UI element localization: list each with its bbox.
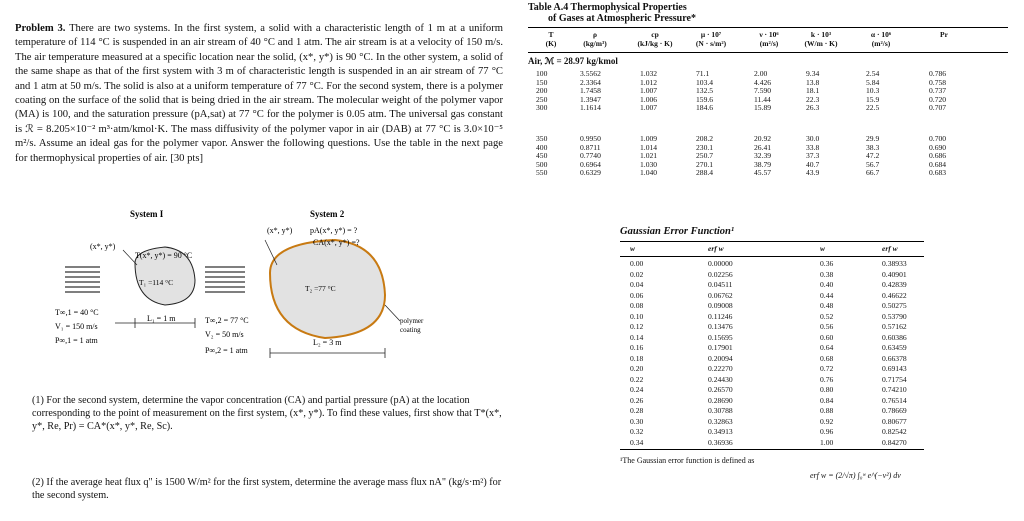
table-a4-cell: 32.39 bbox=[754, 151, 772, 161]
table-a4-cell: 29.9 bbox=[866, 134, 880, 143]
table-a4-cell: 0.684 bbox=[929, 159, 947, 169]
table-a4-cell: 270.1 bbox=[696, 159, 714, 169]
table-a4-cell: 15.9 bbox=[866, 94, 880, 104]
problem-heading: Problem 3. bbox=[15, 23, 66, 34]
problem-text: There are two systems. In the first system, a solid with a characteristic length of 1 m at a uniform temperature of 114 °C is suspended in an air stream of 40 °C and 1 atm. The air stream is at a velocity of 150 m/s. The air temperature measured at a specific location near the solid, (x*, y*) is 90 °C. In the other system, a solid of the same shape as that of the first system with 3 m of characteristic length is suspended in an air stream of 77 °C and 1 atm at 50 m/s. The solid is also at a uniform temperature of 77 °C. For the second system, there is a polymer coating on the surface of the solid that is being dried in the air stream. The molecular weight of the polymer vapor (MA) is 100, and the saturation pressure (pA,sat) at 77 °C for the polymer is 0.05 atm. The universal gas constant is ℛ = 8.205×10⁻² m³·atm/kmol·K. The mass diffusivity of the polymer vapor in air (DAB) at 77 °C is 3.0×10⁻⁵ m²/s. Assume an ideal gas for the polymer vapor. Answer the following questions. Use the table in the next page for thermophysical properties of air. [30 pts] bbox=[15, 23, 503, 164]
table-a4-body bbox=[528, 67, 1008, 191]
gaussian-cell: 0.06 bbox=[630, 290, 644, 300]
table-a4-cell: 4.426 bbox=[754, 77, 772, 87]
table-a4-cell: 1.007 bbox=[640, 86, 658, 96]
gaussian-cell: 0.48 bbox=[820, 301, 834, 310]
table-a4-cell: 0.9950 bbox=[580, 134, 601, 143]
gaussian-cell: 0.11246 bbox=[708, 311, 733, 321]
gaussian-cell: 0.96 bbox=[820, 427, 834, 436]
gaussian-cell: 0.26570 bbox=[708, 385, 733, 394]
gaussian-cell: 0.80677 bbox=[882, 416, 907, 426]
system2-ca-label: CA(x*, y*) =? bbox=[313, 238, 360, 247]
table-a4-header-cell: T (K) bbox=[545, 30, 557, 48]
table-a4-cell: 38.3 bbox=[866, 142, 880, 152]
table-a4-cell: 1.040 bbox=[640, 168, 658, 178]
table-a4-title-2: of Gases at Atmospheric Pressure* bbox=[548, 13, 696, 24]
system2-air-vel: V₂ = 50 m/s bbox=[205, 330, 244, 339]
gaussian-cell: 0.92 bbox=[820, 416, 834, 426]
gaussian-footnote: ¹The Gaussian error function is defined as bbox=[620, 456, 755, 465]
system1-length: L₁ = 1 m bbox=[147, 314, 176, 323]
table-a4-cell: 1.012 bbox=[640, 77, 658, 87]
gaussian-cell: 0.09008 bbox=[708, 301, 733, 310]
system2-title: System 2 bbox=[310, 209, 345, 219]
table-a4-cell: 103.4 bbox=[696, 77, 714, 87]
gaussian-cell: 0.12 bbox=[630, 322, 644, 331]
table-a4-cell: 71.1 bbox=[696, 69, 710, 78]
table-a4-cell: 33.8 bbox=[806, 142, 820, 152]
gaussian-cell: 0.26 bbox=[630, 395, 644, 405]
system1-air-p: P∞,1 = 1 atm bbox=[55, 336, 98, 345]
table-a4-cell: 2.3364 bbox=[580, 77, 601, 87]
gaussian-cell: 0.68 bbox=[820, 353, 834, 363]
gaussian-cell: 0.13476 bbox=[708, 322, 733, 331]
system2-length: L₂ = 3 m bbox=[313, 338, 342, 347]
gaussian-cell: 0.38 bbox=[820, 269, 834, 279]
gaussian-cell: 0.44 bbox=[820, 290, 834, 300]
table-a4-cell: 0.707 bbox=[929, 103, 947, 113]
gaussian-cell: 0.24 bbox=[630, 385, 644, 394]
question-2: (2) If the average heat flux q" is 1500 W/m² for the first system, determine the average mass flux nA" (kg/s·m²) for the second system. bbox=[32, 477, 502, 501]
gaussian-cell: 0.60 bbox=[820, 332, 834, 342]
table-a4-cell: 43.9 bbox=[806, 168, 820, 178]
gaussian-cell: 0.40 bbox=[820, 280, 834, 289]
gaussian-cell: 0.22270 bbox=[708, 364, 733, 373]
table-a4-cell: 1.1614 bbox=[580, 103, 601, 113]
table-a4-cell: 200 bbox=[536, 86, 548, 96]
gaussian-cell: 0.02 bbox=[630, 269, 644, 279]
table-a4-cell: 208.2 bbox=[696, 134, 714, 143]
gaussian-cell: 0.08 bbox=[630, 301, 644, 310]
gaussian-cell: 0.78669 bbox=[882, 406, 907, 415]
gaussian-cell: 0.34913 bbox=[708, 427, 733, 436]
gaussian-cell: 0.46622 bbox=[882, 290, 907, 300]
table-a4-cell: 7.590 bbox=[754, 86, 772, 96]
gaussian-cell: 0.30 bbox=[630, 416, 644, 426]
table-a4-cell: 2.54 bbox=[866, 69, 880, 78]
table-a4-cell: 13.8 bbox=[806, 77, 820, 87]
gaussian-cell: 0.88 bbox=[820, 406, 834, 415]
table-a4-cell: 288.4 bbox=[696, 168, 714, 178]
gaussian-cell: 0.20094 bbox=[708, 353, 733, 363]
gaussian-cell: 0.42839 bbox=[882, 280, 907, 289]
gaussian-header-cell: erf w bbox=[708, 244, 724, 253]
table-a4-cell: 1.014 bbox=[640, 142, 658, 152]
gaussian-cell: 0.57162 bbox=[882, 322, 907, 331]
table-a4-cell: 400 bbox=[536, 142, 548, 152]
table-a4-cell: 15.89 bbox=[754, 103, 772, 113]
gaussian-title: Gaussian Error Function¹ bbox=[620, 226, 735, 237]
table-a4-cell: 250.7 bbox=[696, 151, 714, 161]
gaussian-cell: 0.20 bbox=[630, 364, 644, 373]
gaussian-cell: 0.63459 bbox=[882, 343, 907, 352]
table-a4-cell: 1.021 bbox=[640, 151, 658, 161]
gaussian-cell: 0.15695 bbox=[708, 332, 733, 342]
gaussian-cell: 0.30788 bbox=[708, 406, 733, 415]
gaussian-body bbox=[620, 257, 924, 449]
gaussian-cell: 0.32863 bbox=[708, 416, 733, 426]
gaussian-cell: 0.80 bbox=[820, 385, 834, 394]
table-a4-cell: 22.3 bbox=[806, 94, 820, 104]
gaussian-cell: 0.28 bbox=[630, 406, 644, 415]
table-a4-cell: 550 bbox=[536, 168, 548, 178]
gaussian-cell: 0.64 bbox=[820, 343, 834, 352]
table-a4-cell: 3.5562 bbox=[580, 69, 601, 78]
table-a4-header-cell: μ · 10⁷ (N · s/m²) bbox=[695, 30, 727, 48]
gaussian-cell: 0.34 bbox=[630, 437, 644, 447]
table-a4-cell: 30.0 bbox=[806, 134, 820, 143]
table-a4-cell: 0.690 bbox=[929, 142, 947, 152]
table-a4-cell: 2.00 bbox=[754, 69, 768, 78]
system1-solid-temp: T₁ =114 °C bbox=[139, 278, 174, 287]
table-a4-cell: 132.5 bbox=[696, 86, 714, 96]
table-a4-header-cell: α · 10⁶ (m²/s) bbox=[870, 30, 892, 48]
table-a4-cell: 100 bbox=[536, 69, 548, 78]
table-a4-cell: 0.737 bbox=[929, 86, 947, 96]
gaussian-cell: 0.52 bbox=[820, 311, 834, 321]
table-a4-cell: 0.6964 bbox=[580, 159, 601, 169]
gaussian-cell: 0.84 bbox=[820, 395, 834, 405]
gaussian-cell: 0.72 bbox=[820, 364, 834, 373]
gaussian-cell: 0.60386 bbox=[882, 332, 907, 342]
table-a4-cell: 0.7740 bbox=[580, 151, 601, 161]
table-a4-header-cell: ν · 10⁶ (m²/s) bbox=[759, 30, 779, 48]
gaussian-cell: 1.00 bbox=[820, 437, 834, 447]
table-a4-cell: 1.007 bbox=[640, 103, 658, 113]
gaussian-cell: 0.17901 bbox=[708, 343, 733, 352]
table-a4-cell: 18.1 bbox=[806, 86, 820, 96]
problem-statement bbox=[15, 22, 503, 166]
table-a4-cell: 0.758 bbox=[929, 77, 947, 87]
table-a4-cell: 150 bbox=[536, 77, 548, 87]
table-a4-cell: 20.92 bbox=[754, 134, 772, 143]
table-a4-cell: 500 bbox=[536, 159, 548, 169]
table-a4-cell: 0.786 bbox=[929, 69, 947, 78]
system1-air-temp: T∞,1 = 40 °C bbox=[55, 308, 99, 317]
system2-air-p: P∞,2 = 1 atm bbox=[205, 346, 248, 355]
table-a4-cell: 159.6 bbox=[696, 94, 714, 104]
table-a4-cell: 56.7 bbox=[866, 159, 880, 169]
gaussian-cell: 0.14 bbox=[630, 332, 644, 342]
gaussian-cell: 0.74210 bbox=[882, 385, 907, 394]
table-a4-cell: 0.700 bbox=[929, 134, 947, 143]
table-a4-cell: 0.8711 bbox=[580, 142, 601, 152]
table-a4-section: Air, ℳ = 28.97 kg/kmol bbox=[528, 56, 618, 66]
table-a4-cell: 38.79 bbox=[754, 159, 772, 169]
gaussian-cell: 0.36 bbox=[820, 259, 834, 268]
gaussian-cell: 0.36936 bbox=[708, 437, 733, 447]
gaussian-cell: 0.06762 bbox=[708, 290, 733, 300]
system2-point-label: (x*, y*) bbox=[267, 226, 293, 235]
table-a4-cell: 26.41 bbox=[754, 142, 772, 152]
gaussian-cell: 0.24430 bbox=[708, 374, 733, 384]
system2-coating-line2: coating bbox=[400, 326, 421, 334]
system1-air-vel: V₁ = 150 m/s bbox=[55, 322, 98, 331]
gaussian-cell: 0.38933 bbox=[882, 259, 907, 268]
gaussian-cell: 0.69143 bbox=[882, 364, 907, 373]
table-a4 bbox=[528, 2, 1008, 191]
table-a4-cell: 1.7458 bbox=[580, 86, 601, 96]
system1-title: System I bbox=[130, 209, 164, 219]
table-a4-cell: 45.57 bbox=[754, 168, 772, 178]
table-a4-header-cell: k · 10³ (W/m · K) bbox=[804, 30, 838, 48]
gaussian-cell: 0.40901 bbox=[882, 269, 907, 279]
systems-diagram bbox=[55, 205, 495, 390]
table-a4-cell: 0.6329 bbox=[580, 168, 601, 178]
table-a4-header-cell: cp (kJ/kg · K) bbox=[637, 30, 673, 48]
gaussian-header-cell: w bbox=[630, 244, 636, 253]
system1-point-label: (x*, y*) bbox=[90, 242, 116, 251]
gaussian-cell: 0.50275 bbox=[882, 301, 907, 310]
gaussian-cell: 0.84270 bbox=[882, 437, 907, 447]
table-a4-cell: 66.7 bbox=[866, 168, 880, 178]
table-a4-cell: 0.683 bbox=[929, 168, 947, 178]
table-a4-cell: 1.030 bbox=[640, 159, 658, 169]
gaussian-cell: 0.00 bbox=[630, 259, 644, 268]
table-a4-cell: 5.84 bbox=[866, 77, 880, 87]
gaussian-cell: 0.04 bbox=[630, 280, 644, 289]
gaussian-cell: 0.53790 bbox=[882, 311, 907, 321]
table-a4-cell: 22.5 bbox=[866, 103, 880, 113]
table-a4-cell: 350 bbox=[536, 134, 548, 143]
gaussian-cell: 0.82542 bbox=[882, 427, 907, 436]
table-a4-cell: 1.006 bbox=[640, 94, 658, 104]
table-a4-cell: 11.44 bbox=[754, 94, 771, 104]
system2-coating-line1: polymer bbox=[400, 317, 424, 325]
gaussian-cell: 0.04511 bbox=[708, 280, 733, 289]
gaussian-header-cell: erf w bbox=[882, 244, 898, 253]
table-a4-cell: 0.686 bbox=[929, 151, 947, 161]
gaussian-cell: 0.18 bbox=[630, 353, 644, 363]
system1-temp-label: T(x*, y*) = 90 °C bbox=[135, 251, 193, 260]
table-a4-cell: 37.3 bbox=[806, 151, 820, 161]
table-a4-cell: 0.720 bbox=[929, 94, 947, 104]
table-a4-cell: 1.009 bbox=[640, 134, 658, 143]
table-a4-cell: 40.7 bbox=[806, 159, 820, 169]
table-a4-header-cell: ρ (kg/m³) bbox=[583, 30, 607, 48]
gaussian-cell: 0.71754 bbox=[882, 374, 907, 384]
system2-pa-label: pA(x*, y*) = ? bbox=[310, 226, 358, 235]
gaussian-cell: 0.16 bbox=[630, 343, 644, 352]
table-a4-cell: 1.032 bbox=[640, 69, 658, 78]
table-a4-header-row bbox=[528, 28, 1008, 52]
table-a4-cell: 450 bbox=[536, 151, 548, 161]
gaussian-cell: 0.76 bbox=[820, 374, 834, 384]
system2-air-temp: T∞,2 = 77 °C bbox=[205, 316, 249, 325]
table-a4-cell: 47.2 bbox=[866, 151, 880, 161]
table-a4-title-1: Table A.4 Thermophysical Properties bbox=[528, 2, 687, 13]
gaussian-cell: 0.28690 bbox=[708, 395, 733, 405]
gaussian-cell: 0.02256 bbox=[708, 269, 733, 279]
gaussian-cell: 0.66378 bbox=[882, 353, 907, 363]
gaussian-header-cell: w bbox=[820, 244, 826, 253]
gaussian-cell: 0.00000 bbox=[708, 259, 733, 268]
table-a4-cell: 230.1 bbox=[696, 142, 714, 152]
question-1: (1) For the second system, determine the vapor concentration (CA) and partial pressure (pA) at the location corresponding to the point of measurement on the first system, (x*, y*). To find these values, first show that T*(x*, y*, Re, Pr) = CA*(x*, y*, Re, Sc). bbox=[32, 395, 502, 432]
system2-solid-temp: T₂ =77 °C bbox=[305, 284, 336, 293]
table-a4-cell: 1.3947 bbox=[580, 94, 601, 104]
gaussian-cell: 0.10 bbox=[630, 311, 644, 321]
gaussian-cell: 0.56 bbox=[820, 322, 834, 331]
gaussian-formula: erf w = (2/√π) ∫₀ʷ e^(−v²) dv bbox=[810, 471, 901, 480]
table-a4-header-cell: Pr bbox=[940, 30, 948, 39]
table-a4-cell: 9.34 bbox=[806, 69, 820, 78]
gaussian-cell: 0.22 bbox=[630, 374, 644, 384]
gaussian-cell: 0.32 bbox=[630, 427, 644, 436]
table-a4-cell: 300 bbox=[536, 103, 548, 113]
gaussian-table bbox=[620, 226, 924, 480]
gaussian-cell: 0.76514 bbox=[882, 395, 907, 405]
table-a4-cell: 184.6 bbox=[696, 103, 714, 113]
gaussian-header-row bbox=[620, 242, 924, 256]
table-a4-cell: 10.3 bbox=[866, 86, 880, 96]
table-a4-cell: 26.3 bbox=[806, 103, 820, 113]
table-a4-cell: 250 bbox=[536, 94, 548, 104]
